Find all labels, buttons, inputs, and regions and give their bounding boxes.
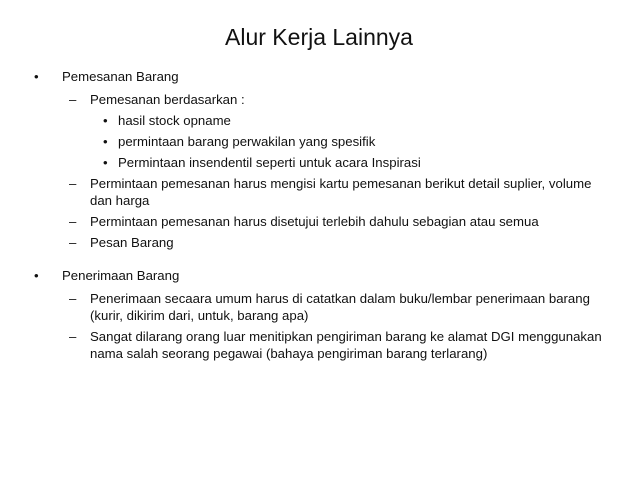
- item-text-continuation: dan harga: [90, 193, 150, 208]
- item-text-continuation: nama salah seorang pegawai (bahaya pengiriman barang terlarang): [90, 346, 488, 361]
- item-text: Sangat dilarang orang luar menitipkan pengiriman barang ke alamat DGI menggunakan: [90, 329, 602, 344]
- section-bullet-pemesanan: •: [34, 69, 39, 84]
- item-text: Permintaan pemesanan harus disetujui terlebih dahulu sebagian atau semua: [90, 214, 539, 229]
- item-marker: –: [69, 329, 77, 344]
- section-label-pemesanan: Pemesanan Barang: [62, 69, 179, 84]
- item-text: Permintaan pemesanan harus mengisi kartu pemesanan berikut detail suplier, volume: [90, 176, 592, 191]
- slide-title: Alur Kerja Lainnya: [225, 24, 413, 50]
- subitem-text: permintaan barang perwakilan yang spesifik: [118, 134, 376, 149]
- item-marker: –: [69, 235, 77, 250]
- item-text: Pemesanan berdasarkan :: [90, 92, 245, 107]
- subitem-marker: •: [103, 113, 108, 128]
- section-bullet-penerimaan: •: [34, 268, 39, 283]
- item-marker: –: [69, 214, 77, 229]
- subitem-marker: •: [103, 134, 108, 149]
- item-marker: –: [69, 176, 77, 191]
- item-text-continuation: (kurir, dikirim dari, untuk, barang apa): [90, 308, 309, 323]
- item-text: Pesan Barang: [90, 235, 174, 250]
- section-label-penerimaan: Penerimaan Barang: [62, 268, 180, 283]
- subitem-marker: •: [103, 155, 108, 170]
- item-marker: –: [69, 92, 77, 107]
- subitem-text: hasil stock opname: [118, 113, 231, 128]
- subitem-text: Permintaan insendentil seperti untuk acara Inspirasi: [118, 155, 421, 170]
- item-marker: –: [69, 291, 77, 306]
- item-text: Penerimaan secaara umum harus di catatkan dalam buku/lembar penerimaan barang: [90, 291, 590, 306]
